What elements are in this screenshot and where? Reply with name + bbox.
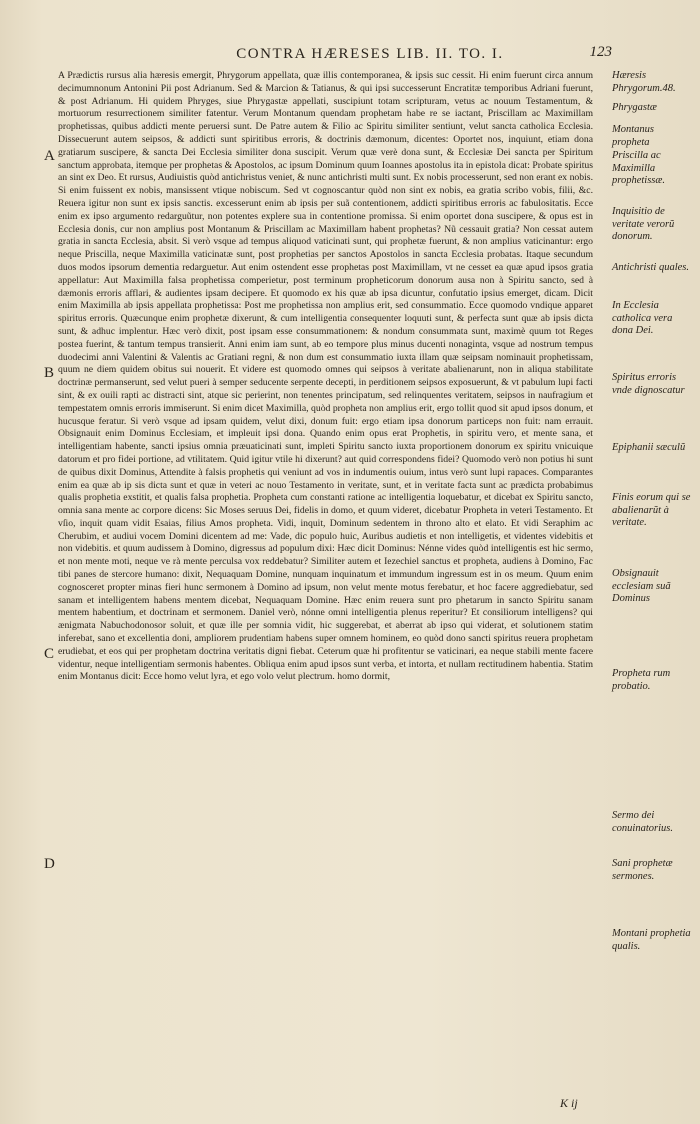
margin-note: In Ecclesia catholica vera dona Dei.	[612, 300, 673, 337]
margin-note: Hæresis Phrygorum.48.	[612, 70, 676, 94]
body-text	[58, 70, 593, 684]
section-marker-c: C	[44, 646, 55, 662]
margin-note: Epiphanii sæculũ	[612, 442, 686, 453]
signature-mark: K ij	[560, 1096, 578, 1110]
margin-note: Priscilla ac Maximilla prophetissæ.	[612, 150, 665, 187]
margin-note: Spiritus erroris vnde dignoscatur	[612, 372, 685, 396]
running-title: CONTRA HÆRESES LIB. II. TO. I.	[236, 46, 504, 62]
section-marker-b: B	[44, 365, 55, 381]
margin-note: Phrygastæ	[612, 102, 657, 113]
margin-note: Montani prophetia qualis.	[612, 928, 691, 952]
section-marker-a: A	[44, 148, 55, 164]
margin-note: Antichristi quales.	[612, 262, 689, 273]
margin-note: Montanus propheta	[612, 124, 654, 148]
page-number: 123	[589, 44, 612, 60]
main-paragraph: A Prædictis rursus alia hæresis emergit, Phrygorum appellata, quæ illis contemporanea, & ipsis suc cessit. Hi enim fuerunt circa annum decimumnonum Antonini Pii post Adrianum. Sed & Marcion & Tatianus, & qui ipsi successerunt Encratitæ temporibus Adriani fuerunt, & post Adrianum. Hi quidem Phryges, siue Phrygastæ appellati, suscipiunt totam scripturam, vetus ac nouum Testamentum, & mortuorum resurrectionem similiter fatentur. Verum Montanum quendam prophetam habe re se iactant, Priscillam ac Maximillam prophetissas, quibus addicti mente peruersi sunt. De Patre autem & Filio ac Spiritu similiter sentiunt, velut sancta catholica Ecclesia. Dissecuerunt autem seipsos, & addicti sunt spiritibus erroris, & doctrinis dæmonum, dicentes: Oportet nos, inquiunt, etiam dona gratiarum suscipere, & sancta Dei Ecclesia similiter dona suscipit. Verum quæ verè dona sunt, & Ecclesiæ Dei sancta per Spiritum sanctum approbata, itemque per prophetas & Apostolos, ac ipsum Dominum quum Ioannes apostolus ita in epistola dicat: Probate spiritus an sint ex Deo. Et rursus, Audiuistis quòd antichristus veniet, & nunc antichristi multi sunt. Ex nobis processerunt, sed non erant ex nobis. Si enim fuissent ex nobis, mansissent vtique nobiscum. Sed vt cognoscantur quòd non sint ex nobis, ea gratia scribo vobis, filii, &c. Reuera igitur non sunt ex ipsis sanctis. excesserunt enim ab ipsis per suã contentionem, addicti spiritibus erroris ac fabulositatis. Ecce enim ex ipso argumento redarguũtur, non potentes explere sua in contentione promissa. Si enim oportet dona suscipere, & opus est in Ecclesia donis, cur non amplius post Montanum & Priscillam ac Maximillam habent prophetas? Nũ cessauit gratia? Non cessat autem gratia in sancta Ecclesia, absit. Si verò vsque ad tempus aliquod vaticinati sunt, qui prophetæ fuerunt, & non amplius vaticinantur: ergo neque Priscilla, neque Maximilla vaticinatæ sunt, post prophetias per sanctos Apostolos in sancta Ecclesia probatas. Itaque secundum duos modos ipsorum dementia redarguetur. Aut enim ostendent esse prophetas post Maximillam, vt ne cesset ea quæ apud ipsos gratia appellatur: Aut Maximilla falsa prophetissa comperietur, post terminum propheticorum donorum ausa non à Spiritu sancto, sed à dæmonis erroris afflari, & audientes ipsam decipere. Et quomodo ex his quæ ab ipsa dicuntur, confutatio ipsius emerget, dicam. Dicit enim Maximilla ab ipsis appellata prophetissa: Post me prophetissa non amplius erit, sed consummatio. Ecce quomodo vndique apparet spiritus erroris. Quæcunque enim prophetæ dixerunt, & cum intelligentia consequenter loquuti sunt, & perfecta sunt quæ ab ipsis dicta sunt, & adhuc implentur. Hæc verò dixit, post ipsam esse consummationem: & nondum consummata sunt, maximè quum tot Reges postea fuerint, & tantum tempus transierit. Anni enim iam sunt, ab eo tempore plus minus ducenti nonaginta, vsque ad nostrum tempus duodecimi anni Valentini & Valentis ac Gratiani regni, & non dum est consummatio iuxta illam quæ seipsam nominauit prophetissam, quum ne diem quidem obitus sui nouerit. Et videre est quomodo omnes qui seipsos à veritate abalienarunt, non in aliqua stabilitate doctrinæ permanserunt, sed velut pueri à semper seducente serpente decepti, in perditionem seipsos exposuerunt, & vt pabulum lupi facti sint, & ex ouili rapti ac distracti sint, atque sic perierint, non tenentes principatum, sed relinquentes veritatem, seipsos in naufragium et tempestatem omnis erroris immiserunt. Si enim dicet Maximilla, quòd propheta non amplius erit, ergo tollit quod sit apud ipsos donum, et hucusque feratur. Si verò vsque ad ipsam quidem, velut dixi, donum fuit: ergo etiam ipsa donorum particeps non fuit: nam errauit. Obsignauit enim Dominus Ecclesiam, et impleuit ipsi dona. Quando enim opus erat Prophetis, in spiritu vero, et mente sana, et intelligentiam habente, sancti ipsius omnia præuaticinati sunt, impleti Spiritu sancto iuxta proportionem donorum ex spiritu vnicuique datorum et pro fidei portione, ad vtilitatem. Quid igitur vtile hi dixerunt? aut quid correspondens fidei? Quomodo verò non potius hi sunt de quibus dixit Dominus, Attendite à falsis prophetis qui veniunt ad vos in indumentis ouium, intus verò sunt lupi rapaces. Comparantes enim ea quæ ab ip sis dicta sunt et quæ in veteri ac nouo Testamento in veritate, sunt, et in veritate facta sunt ac prædicta probabimus qualis prophetia exstitit, et qualis falsa prophetia. Propheta cum constanti ratione ac intelligentia loquebatur, et dicebat ex Spiritu sancto, omnia sana mente ac corpore dicens: Sic Moses seruus Dei, fidelis in domo, et quum videret, dicebatur Propheta in veteri Testamento. Et vſio, inquit quam vidit Esaias, filius Amos propheta. Vidi, inquit, Dominum sedentem in throno alto et elato. Et vidi Seraphim ac Cherubim, et audiui vocem Domini dicentem ad me: Vade, dic populo huic, Auribus audietis et non intelligetis, et videntes videbitis et non videbitis. et quum audissem à Domino, digressus ad populum dixi: Hæc dicit Dominus: Nénne vides quòd intelligentis est hic sermo, et non mente moti, neque ve rà mente perculsa vox reddebatur? Similiter autem et Iezechiel sanctus et propheta, audiens à Domino, Fac tibi panes de stercore humano: dixit, Nequaquam Domine, nunquam inquinatum et immundum ingressum est in os meum. Quum enim cognosceret propter minas fieri hunc sermonem à Domino ad ipsum, non velut mente motus ferebatur, et hoc facere aggrediebatur, sed sanam et intelligentem habens mentem dicebat, Nequaquam Domine. Hæc enim reuera sunt pro phetarum in sancto Spiritu sanam mentem habentium, et doctrinam et sermonem. Daniel verò, nónne omni intelligentia plenus reperitur? Et consiliorum intelligens? qui ænigmata Nabuchodonosor soluit, et quæ ille per somnia vidit, hic suggerebat, et aberrat ab ipso qui viderat, et solutionem statim inferebat, sano et excellentia doni, ampliorem prudentiam habens super omnem hominem, eo quòd dono sancti spiritus reuera prophetam erudiebat, et eos qui per prophetam doctrina veritatis digni fiebat. Ceterum quæ hi profitentur se vaticinari, ea neque stabili mente facere videntur, neque intelligentiam sermonis habentes. Obliqua enim apud ipsos sunt verba, et intorta, et nullam rectitudinem habentia. Statim enim Montanus dicit: Ecce homo velut lyra, et ego volo velut plectrum. homo dormit,	[58, 70, 593, 683]
margin-note: Finis eorum qui se abalienarũt à veritate.	[612, 492, 691, 529]
margin-note: Inquisitio de veritate verorũ donorum.	[612, 206, 675, 243]
section-marker-d: D	[44, 856, 55, 872]
margin-note: Sermo dei conuinatorius.	[612, 810, 673, 834]
margin-note: Sani prophetæ sermones.	[612, 858, 673, 882]
margin-note: Obsignauit ecclesiam suã Dominus	[612, 568, 671, 605]
margin-note: Propheta rum probatio.	[612, 668, 671, 692]
